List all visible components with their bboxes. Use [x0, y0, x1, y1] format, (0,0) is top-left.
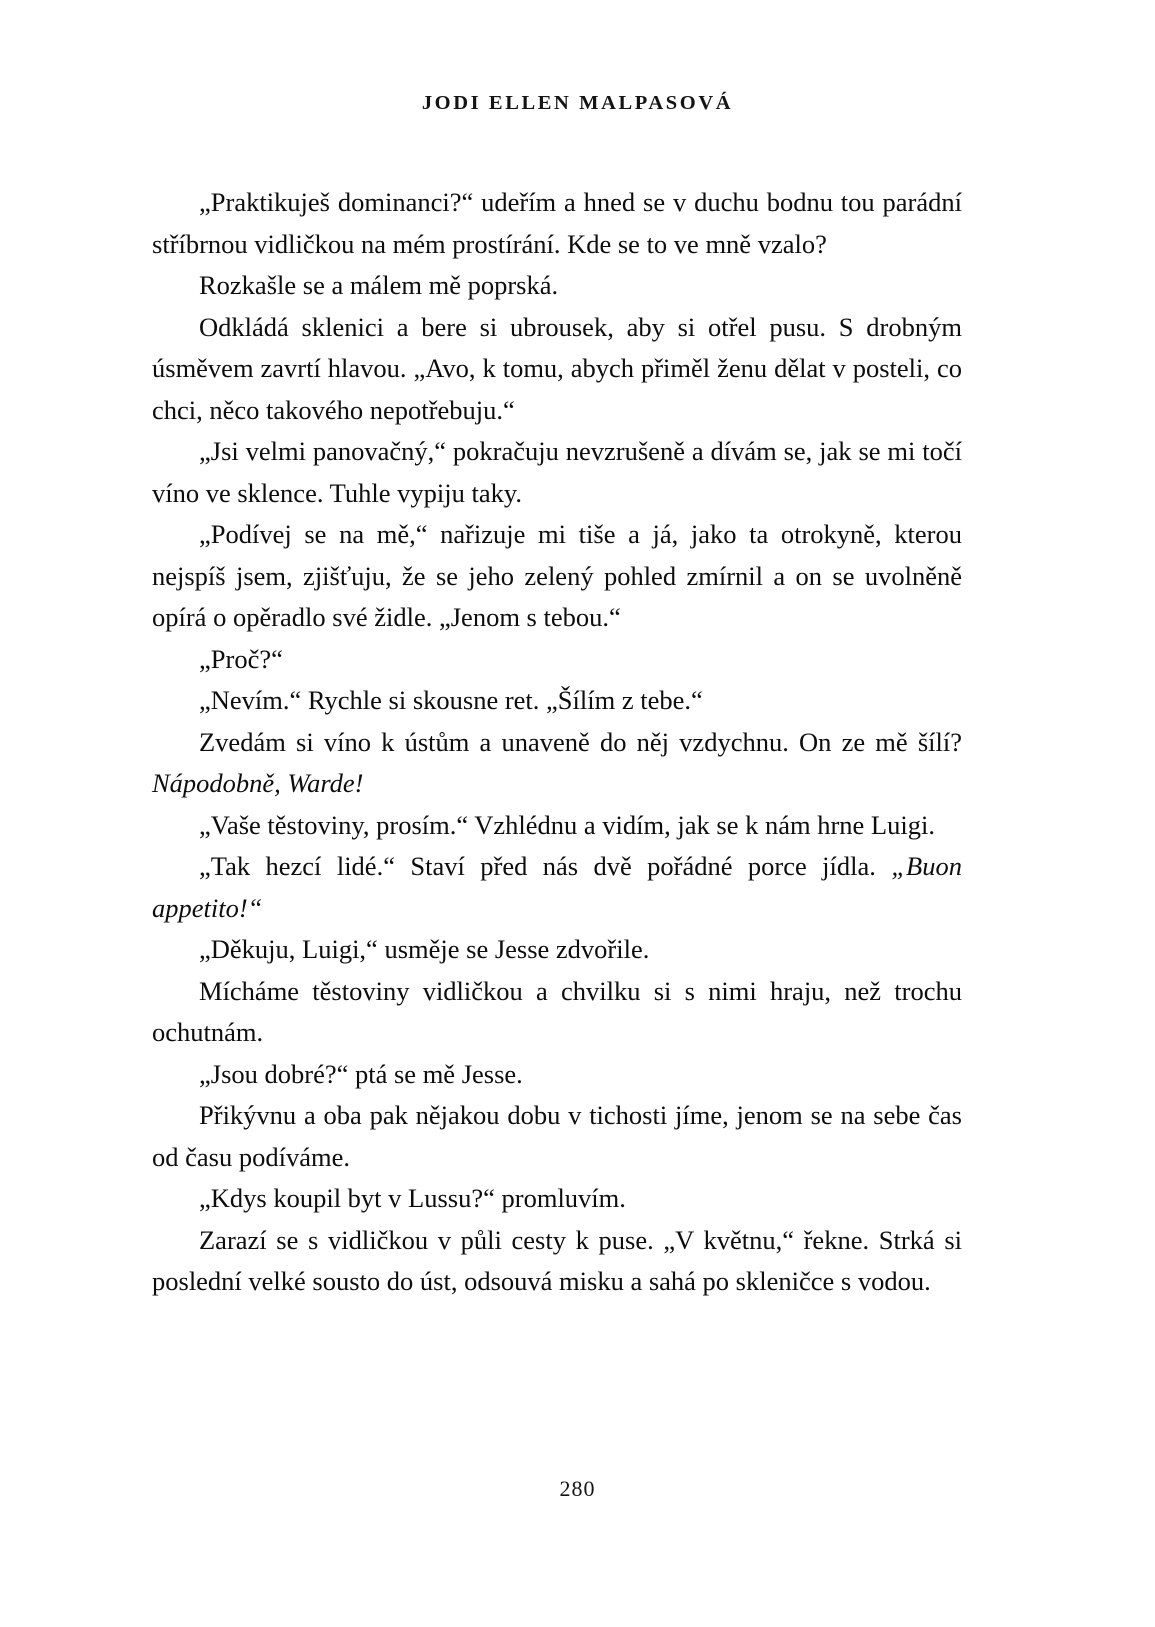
body-paragraph: Rozkašle se a málem mě poprská. [199, 270, 559, 300]
body-paragraph: Odkládá sklenici a bere si ubrousek, aby si otřel pusu. S drobným úsměvem zavrtí hlavou. „Avo, k tomu, abych přiměl ženu dělat v posteli, co chci, něco takového nepotřebuju.“ [152, 311, 962, 425]
body-paragraph: „Kdys koupil byt v Lussu?“ promluvím. [199, 1183, 626, 1213]
body-paragraph: „Děkuju, Luigi,“ usměje se Jesse zdvořile. [199, 934, 650, 964]
body-paragraph: Mícháme těstoviny vidličkou a chvilku si s nimi hraju, než trochu ochutnám. [152, 975, 962, 1047]
page-number: 280 [559, 1476, 596, 1501]
body-paragraph: Zvedám si víno k ústům a unaveně do něj vzdychnu. On ze mě šílí? Nápodobně, Warde! [152, 726, 962, 798]
body-paragraph: Přikývnu a oba pak nějakou dobu v tichosti jíme, jenom se na sebe čas od času podíváme. [152, 1100, 962, 1172]
body-paragraph: „Podívej se na mě,“ nařizuje mi tiše a já, jako ta otrokyně, kterou nejspíš jsem, zjišťuju, že se jeho zelený pohled zmírnil a on se uvolněně opírá o opěradlo své židle. „Jenom s tebou.“ [152, 519, 962, 632]
body-paragraph: Zarazí se s vidličkou v půli cesty k puse. „V květnu,“ řekne. Strká si poslední velké sousto do úst, odsouvá misku a sahá po skleničce s vodou. [152, 1224, 962, 1296]
body-paragraph: „Praktikuješ dominanci?“ udeřím a hned se v duchu bodnu tou parádní stříbrnou vidličkou na mém prostírání. Kde se to ve mně vzalo? [152, 187, 962, 259]
body-paragraph: „Tak hezcí lidé.“ Staví před nás dvě pořádné porce jídla. „Buon appetito!“ [152, 851, 962, 923]
body-paragraph: „Jsou dobré?“ ptá se mě Jesse. [199, 1058, 523, 1089]
body-paragraph: „Proč?“ [199, 643, 283, 674]
page-body-text [152, 182, 962, 1303]
body-paragraph: „Nevím.“ Rychle si skousne ret. „Šílím z tebe.“ [199, 685, 703, 715]
body-paragraph: „Jsi velmi panovačný,“ pokračuju nevzrušeně a dívám se, jak se mi točí víno ve sklence. Tuhle vypiju taky. [152, 436, 962, 508]
body-paragraph: „Vaše těstoviny, prosím.“ Vzhlédnu a vidím, jak se k nám hrne Luigi. [199, 809, 935, 840]
running-head-author: JODI ELLEN MALPASOVÁ [421, 92, 734, 114]
